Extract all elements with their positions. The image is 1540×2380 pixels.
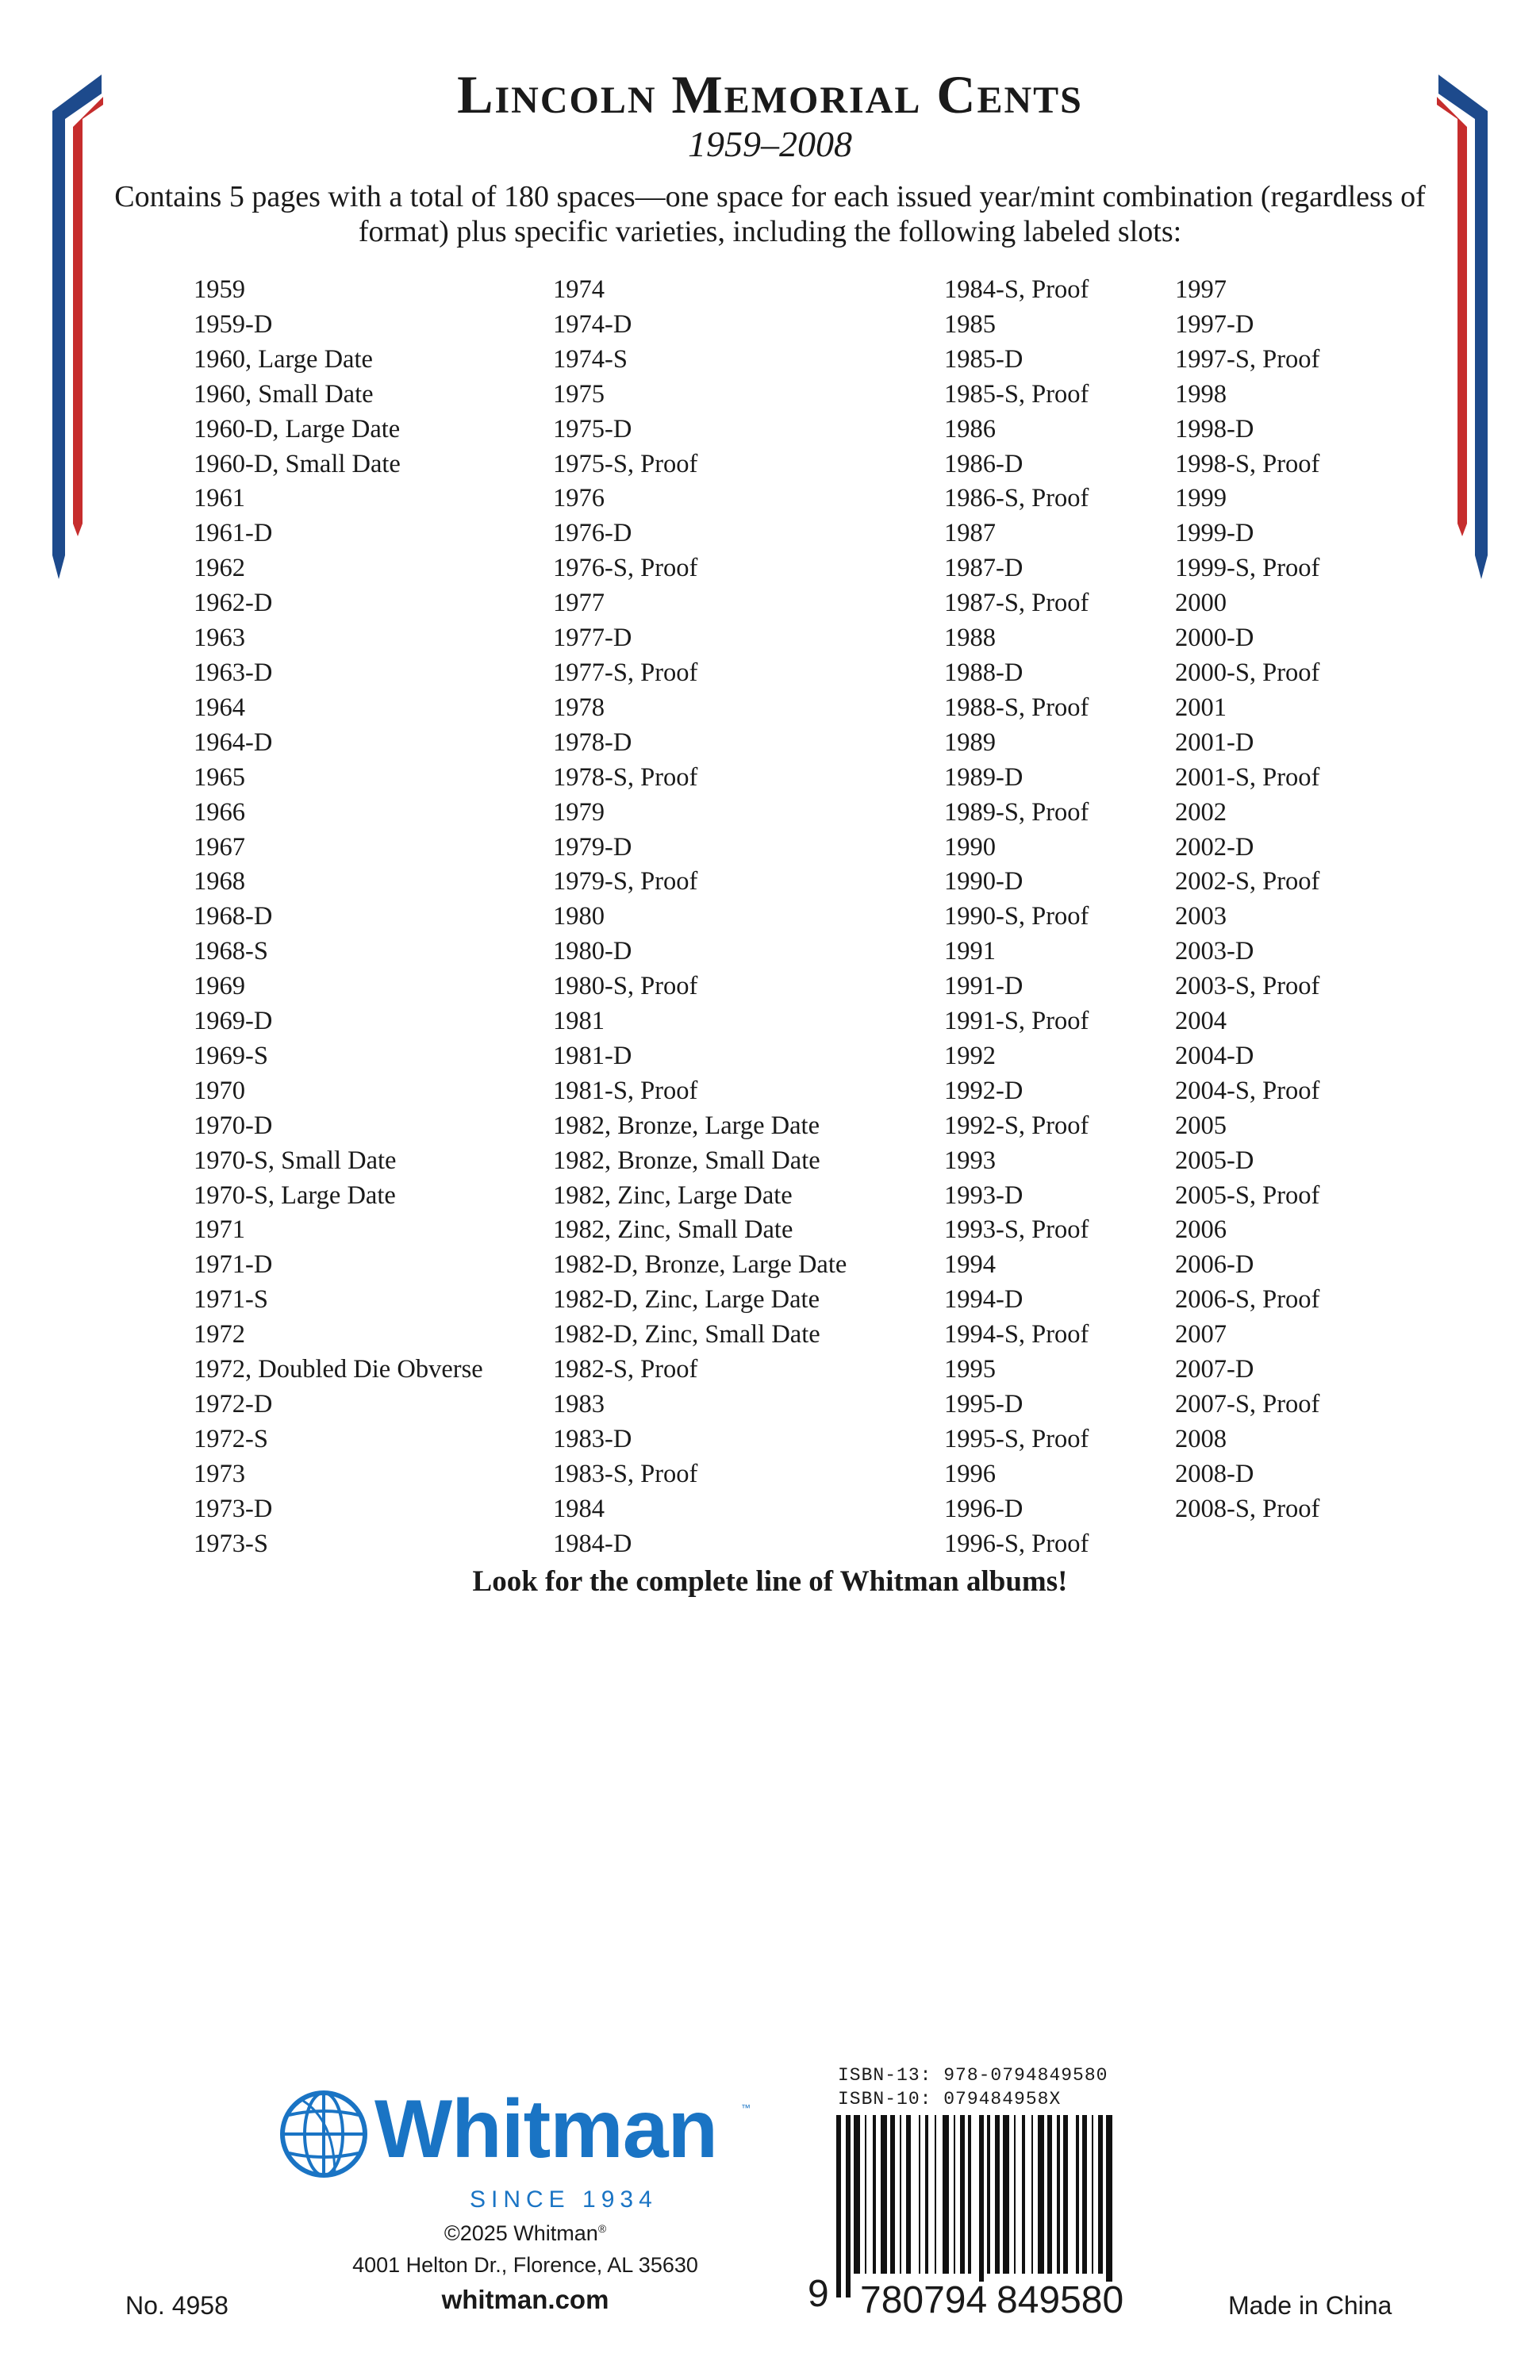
barcode-block: [808, 2063, 1143, 2340]
barcode-bar: [968, 2115, 971, 2274]
slot-label: 1969-S: [194, 1041, 268, 1070]
slot-label: 2000-D: [1175, 624, 1254, 653]
page-title: Lincoln Memorial Cents: [457, 64, 1083, 125]
slot-label: 2003: [1175, 902, 1227, 931]
slot-label: 2006-D: [1175, 1250, 1254, 1280]
barcode-bar: [995, 2115, 1000, 2274]
publisher-website: whitman.com: [441, 2285, 609, 2314]
slot-label: 1983: [553, 1390, 605, 1418]
slot-label: 1994: [944, 1250, 996, 1280]
slot-label: 2005: [1175, 1111, 1227, 1140]
slot-label: 2002-D: [1175, 832, 1254, 862]
slot-label: 2003-S, Proof: [1175, 972, 1320, 1001]
slot-label: 1987: [944, 519, 996, 548]
slot-label: 2006: [1175, 1215, 1227, 1245]
slot-label: 1989: [944, 727, 996, 757]
slot-label: 1972: [194, 1320, 245, 1349]
slot-label: 1984-S, Proof: [944, 275, 1089, 304]
logo-since: SINCE 1934: [470, 2186, 658, 2213]
slot-label: 1986-S, Proof: [944, 484, 1089, 513]
slot-label: 1990-S, Proof: [944, 902, 1089, 931]
slot-label: 1977: [553, 589, 605, 618]
slot-label: 1993: [944, 1146, 996, 1175]
barcode-bar: [1031, 2115, 1033, 2274]
barcode-digits-left: 780794: [857, 2282, 990, 2320]
slot-label: 1970: [194, 1076, 245, 1105]
slot-label: 1991: [944, 937, 996, 966]
slot-label: 1984: [553, 1494, 605, 1523]
slot-label: 1981: [553, 1007, 605, 1036]
slot-label: 1959-D: [194, 309, 273, 339]
slot-label: 2002-S, Proof: [1175, 867, 1320, 896]
slot-label: 1977-S, Proof: [553, 658, 698, 687]
barcode-bar: [919, 2115, 920, 2274]
isbn-13: ISBN-13: 978-0794849580: [838, 2065, 1108, 2086]
registered-mark: ®: [597, 2222, 607, 2235]
slot-label: 1960-D, Small Date: [194, 449, 401, 478]
whitman-logo: [279, 2083, 771, 2217]
slot-label: 1972-S: [194, 1424, 268, 1453]
slot-label: 1996-D: [944, 1494, 1023, 1523]
slot-label: 1976-D: [553, 519, 632, 548]
slot-label: 1970-S, Large Date: [194, 1180, 396, 1210]
barcode-bar: [1022, 2115, 1025, 2274]
slot-label: 1982-S, Proof: [553, 1355, 698, 1384]
slot-label: 1975-D: [553, 414, 632, 443]
barcode-bar: [925, 2115, 928, 2274]
barcode-bar: [881, 2115, 887, 2274]
slot-label: 1969: [194, 972, 245, 1001]
slot-label: 1990: [944, 832, 996, 862]
slot-label: 1990-D: [944, 867, 1023, 896]
barcode-bar: [1038, 2115, 1044, 2274]
slot-label: 1980: [553, 902, 605, 931]
barcode-bar: [979, 2115, 984, 2297]
slot-label: 2008: [1175, 1424, 1227, 1453]
barcode-bar: [1014, 2115, 1016, 2274]
slot-label: 1979-D: [553, 832, 632, 862]
slot-label: 1974-D: [553, 309, 632, 339]
slot-label: 1988: [944, 624, 996, 653]
globe-icon: [279, 2090, 368, 2178]
slot-label: 1978: [553, 693, 605, 722]
slot-label: 1997-D: [1175, 309, 1254, 339]
slot-label: 1986-D: [944, 449, 1023, 478]
slot-label: 1998-D: [1175, 414, 1254, 443]
slot-label: 1979: [553, 797, 605, 827]
item-number: No. 4958: [125, 2291, 229, 2320]
barcode-bar: [1106, 2115, 1112, 2297]
barcode-bar: [1082, 2115, 1087, 2274]
barcode-bar: [1057, 2115, 1060, 2274]
slot-list: [0, 273, 1540, 1558]
slot-label: 1994-S, Proof: [944, 1320, 1089, 1349]
slot-label: 1995: [944, 1355, 996, 1384]
slot-label: 1997-S, Proof: [1175, 344, 1320, 374]
slot-label: 1985-D: [944, 344, 1023, 374]
slot-label: 1970-D: [194, 1111, 273, 1140]
barcode-bar: [865, 2115, 866, 2274]
slot-label: 1978-D: [553, 727, 632, 757]
slot-label: 2000: [1175, 589, 1227, 618]
logo-trademark: ™: [741, 2102, 751, 2113]
copyright-text: ©2025 Whitman: [444, 2221, 598, 2245]
slot-label: 1993-S, Proof: [944, 1215, 1089, 1245]
slot-label: 1980-S, Proof: [553, 972, 698, 1001]
slot-label: 1962: [194, 554, 245, 583]
slot-label: 1972, Doubled Die Obverse: [194, 1355, 483, 1384]
slot-label: 1991-S, Proof: [944, 1007, 1089, 1036]
barcode-bar: [873, 2115, 876, 2274]
slot-label: 1975-S, Proof: [553, 449, 698, 478]
barcode-bar: [890, 2115, 895, 2274]
slot-label: 2002: [1175, 797, 1227, 827]
slot-label: 2008-S, Proof: [1175, 1494, 1320, 1523]
slot-label: 1993-D: [944, 1180, 1023, 1210]
slot-label: 2000-S, Proof: [1175, 658, 1320, 687]
slot-label: 1999-S, Proof: [1175, 554, 1320, 583]
barcode-bar: [960, 2115, 965, 2274]
slot-label: 1971-D: [194, 1250, 273, 1280]
slot-label: 1964-D: [194, 727, 273, 757]
slot-label: 2003-D: [1175, 937, 1254, 966]
slot-label: 1996: [944, 1459, 996, 1488]
slot-label: 1973-D: [194, 1494, 273, 1523]
barcode-bar: [1063, 2115, 1068, 2274]
barcode-bar: [836, 2115, 841, 2297]
slot-label: 1961-D: [194, 519, 273, 548]
slot-label: 1971: [194, 1215, 245, 1245]
slot-label: 1986: [944, 414, 996, 443]
barcode-bar: [1098, 2115, 1103, 2274]
barcode-bar: [1047, 2115, 1052, 2274]
header: [0, 65, 1540, 164]
slot-label: 1969-D: [194, 1007, 273, 1036]
barcode-digit-first: 9: [805, 2275, 832, 2313]
slot-label: 1981-S, Proof: [553, 1076, 698, 1105]
barcode-bar: [846, 2115, 851, 2297]
copyright: [279, 2221, 771, 2246]
slot-label: 1968: [194, 867, 245, 896]
slot-label: 1981-D: [553, 1041, 632, 1070]
contents-description: Contains 5 pages with a total of 180 spaces—one space for each issued year/mint combination (regardless of format) plus specific varieties, including the following labeled slots:: [114, 180, 1426, 249]
slot-label: 1999: [1175, 484, 1227, 513]
slot-label: 2007: [1175, 1320, 1227, 1349]
slot-label: 1962-D: [194, 589, 273, 618]
page-subtitle: 1959–2008: [688, 123, 852, 164]
barcode-bar: [943, 2115, 949, 2274]
slot-label: 1978-S, Proof: [553, 762, 698, 792]
slot-label: 1999-D: [1175, 519, 1254, 548]
slot-column-4: [1175, 273, 1319, 1527]
slot-label: 1974: [553, 275, 605, 304]
slot-label: 1960, Small Date: [194, 379, 374, 409]
slot-label: 1960, Large Date: [194, 344, 373, 374]
slot-label: 1963: [194, 624, 245, 653]
slot-label: 1982-D, Bronze, Large Date: [553, 1250, 847, 1280]
barcode-digits-right: 849580: [993, 2282, 1127, 2320]
slot-column-2: [553, 273, 847, 1562]
slot-label: 1960-D, Large Date: [194, 414, 401, 443]
slot-label: 1973-S: [194, 1529, 268, 1558]
slot-label: 1968-D: [194, 902, 273, 931]
slot-label: 2007-D: [1175, 1355, 1254, 1384]
barcode-bar: [1092, 2115, 1093, 2274]
slot-column-1: [194, 273, 483, 1562]
slot-label: 1992-D: [944, 1076, 1023, 1105]
slot-label: 1985: [944, 309, 996, 339]
slot-label: 1982, Zinc, Small Date: [553, 1215, 793, 1245]
slot-label: 1979-S, Proof: [553, 867, 698, 896]
barcode-bar: [954, 2115, 955, 2274]
slot-label: 1988-D: [944, 658, 1023, 687]
slot-label: 2001: [1175, 693, 1227, 722]
slot-label: 1972-D: [194, 1390, 273, 1418]
slot-label: 1961: [194, 484, 245, 513]
slot-label: 1965: [194, 762, 245, 792]
slot-label: 1970-S, Small Date: [194, 1146, 397, 1175]
slot-label: 1968-S: [194, 937, 268, 966]
country-of-origin: Made in China: [1228, 2291, 1392, 2320]
slot-label: 1998-S, Proof: [1175, 449, 1320, 478]
publisher-address: 4001 Helton Dr., Florence, AL 35630: [352, 2253, 698, 2277]
slot-column-3: [944, 273, 1089, 1562]
slot-label: 1966: [194, 797, 245, 827]
barcode-bar: [900, 2115, 901, 2274]
slot-label: 1967: [194, 832, 245, 862]
slot-label: 1964: [194, 693, 245, 722]
slot-label: 1983-S, Proof: [553, 1459, 698, 1488]
slot-label: 2001-S, Proof: [1175, 762, 1320, 792]
slot-label: 1997: [1175, 275, 1227, 304]
barcode-bars: [833, 2115, 1143, 2297]
slot-label: 1973: [194, 1459, 245, 1488]
slot-label: 1992-S, Proof: [944, 1111, 1089, 1140]
slot-label: 1983-D: [553, 1424, 632, 1453]
barcode-bar: [906, 2115, 911, 2274]
slot-label: 1998: [1175, 379, 1227, 409]
slot-label: 2007-S, Proof: [1175, 1390, 1320, 1418]
slot-label: 1992: [944, 1041, 996, 1070]
slot-label: 1982, Bronze, Small Date: [553, 1146, 820, 1175]
slot-label: 1976-S, Proof: [553, 554, 698, 583]
slot-label: 1959: [194, 275, 245, 304]
logo-wordmark: Whitman: [374, 2083, 718, 2175]
slot-label: 1982, Bronze, Large Date: [553, 1111, 820, 1140]
slot-label: 2008-D: [1175, 1459, 1254, 1488]
slot-label: 1963-D: [194, 658, 273, 687]
slot-label: 1994-D: [944, 1285, 1023, 1315]
barcode-bar: [1076, 2115, 1079, 2274]
slot-label: 1984-D: [553, 1529, 632, 1558]
slot-label: 1977-D: [553, 624, 632, 653]
slot-label: 1991-D: [944, 972, 1023, 1001]
slot-label: 1988-S, Proof: [944, 693, 1089, 722]
barcode-bar: [987, 2115, 990, 2274]
slot-label: 1976: [553, 484, 605, 513]
slot-label: 1987-S, Proof: [944, 589, 1089, 618]
slot-label: 2005-S, Proof: [1175, 1180, 1320, 1210]
slot-label: 2005-D: [1175, 1146, 1254, 1175]
slot-label: 1995-D: [944, 1390, 1023, 1418]
slot-label: 1974-S: [553, 344, 628, 374]
slot-label: 1982-D, Zinc, Small Date: [553, 1320, 820, 1349]
slot-label: 1975: [553, 379, 605, 409]
slot-label: 1982-D, Zinc, Large Date: [553, 1285, 820, 1315]
slot-label: 2006-S, Proof: [1175, 1285, 1320, 1315]
slot-label: 1985-S, Proof: [944, 379, 1089, 409]
slot-label: 1989-S, Proof: [944, 797, 1089, 827]
barcode-bar: [854, 2115, 860, 2274]
slot-label: 1989-D: [944, 762, 1023, 792]
barcode-bar: [1003, 2115, 1009, 2274]
barcode-bar: [935, 2115, 936, 2274]
slot-label: 1996-S, Proof: [944, 1529, 1089, 1558]
slot-label: 2004: [1175, 1007, 1227, 1036]
slot-label: 2001-D: [1175, 727, 1254, 757]
isbn-10: ISBN-10: 079484958X: [838, 2089, 1062, 2109]
slot-label: 1982, Zinc, Large Date: [553, 1180, 793, 1210]
slot-label: 2004-S, Proof: [1175, 1076, 1320, 1105]
slot-label: 2004-D: [1175, 1041, 1254, 1070]
slot-label: 1980-D: [553, 937, 632, 966]
slot-label: 1987-D: [944, 554, 1023, 583]
slot-label: 1971-S: [194, 1285, 268, 1315]
slot-label: 1995-S, Proof: [944, 1424, 1089, 1453]
tagline: Look for the complete line of Whitman albums!: [472, 1565, 1068, 1598]
